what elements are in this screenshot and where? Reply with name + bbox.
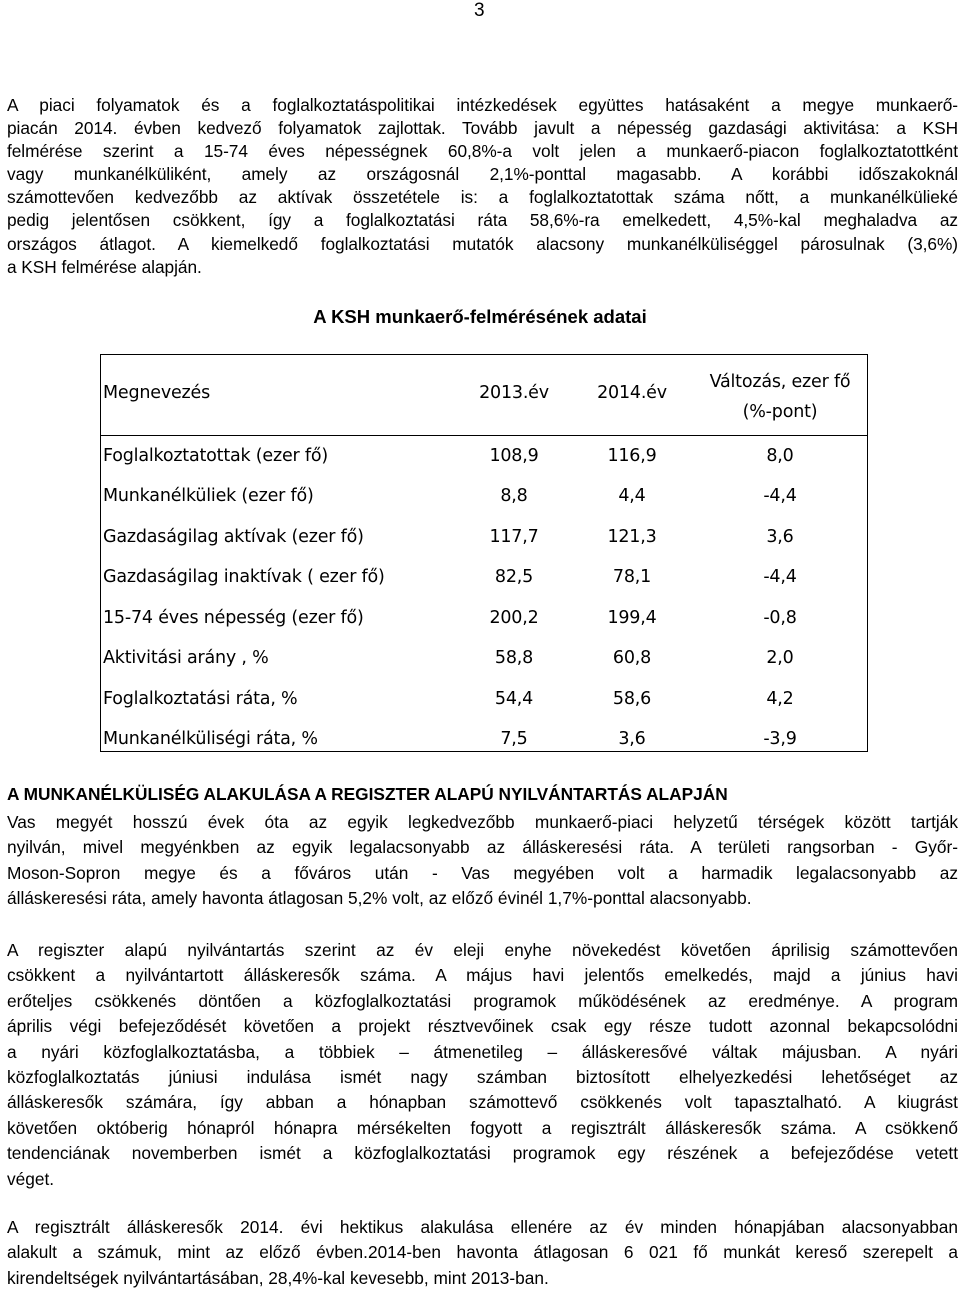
text-line: Vas megyét hosszú évek óta az egyik legkedvezőbb munkaerő-piaci helyzetű térségek között tartják: [7, 812, 958, 832]
row-2014: 121,3: [607, 527, 657, 547]
table-row: [101, 600, 867, 640]
row-change: -0,8: [763, 608, 797, 628]
text-line: április végi befejeződését követően a projekt résztvevőinek csak egy része tudott azonnal bekapcsolódni: [7, 1016, 958, 1037]
text-line: számottevően kedvezőbb az aktívak összetétele is: a foglalkoztatottak száma nőtt, a munkanélkülieké: [7, 187, 958, 208]
text-line: kirendeltségek nyilvántartásában, 28,4%-kal kevesebb, mint 2013-ban.: [7, 1267, 549, 1288]
text-line: A piaci folyamatok és a foglalkoztatáspolitikai intézkedések együttes hatásaként a megye munkaerő-: [7, 95, 958, 115]
table-row: [101, 721, 867, 761]
row-2014: 116,9: [607, 446, 657, 466]
row-change: -4,4: [763, 567, 797, 587]
table-row: [101, 478, 867, 518]
row-name: Aktivitási arány , %: [103, 648, 269, 668]
text-line: alakult a számuk, mint az előző évben.2014-ben havonta átlagosan 6 021 fő munkát kereső szerepelt a: [7, 1242, 958, 1263]
row-2014: 60,8: [612, 648, 652, 668]
text-line: Moson-Sopron megye és a főváros után - Vas megyében volt a harmadik legalacsonyabb az: [7, 862, 958, 883]
text-line: álláskeresési ráta, amely havonta átlagosan 5,2% volt, az előző évinél 1,7%-ponttal alacsonyabb.: [7, 888, 752, 909]
row-name: Gazdaságilag inaktívak ( ezer fő): [103, 567, 385, 587]
row-2014: 3,6: [618, 729, 646, 749]
text-line: tendenciának novemberben ismét a közfoglalkoztatási programok egy részének a befejeződése vetett: [7, 1143, 958, 1164]
row-change: -4,4: [763, 486, 797, 506]
intro-paragraph: [7, 94, 958, 279]
text-line: A regisztrált álláskeresők 2014. évi hektikus alakulása ellenére az év minden hónapjában alacsonyabban: [7, 1217, 958, 1237]
row-2014: 4,4: [618, 486, 646, 506]
row-name: Munkanélküliségi ráta, %: [103, 729, 318, 749]
row-name: Munkanélküliek (ezer fő): [103, 486, 314, 506]
row-2013: 7,5: [500, 729, 528, 749]
text-line: piacán 2014. évben kedvező folyamatok zajlottak. Tovább javult a népesség gazdasági aktivitása: a KSH: [7, 118, 958, 139]
row-2014: 78,1: [612, 567, 652, 587]
row-2013: 117,7: [489, 527, 539, 547]
header-name: Megnevezés: [103, 383, 211, 403]
text-line: követően októberig hónapról hónapra mérsékelten fogyott a regisztrált álláskeresők száma. A csökkenő: [7, 1117, 958, 1138]
table-row: [101, 640, 867, 680]
table-header: [101, 355, 867, 436]
table-row: [101, 681, 867, 721]
text-line: pedig jelentősen csökkent, így a foglalkoztatási ráta 58,6%-ra emelkedett, 4,5%-kal meghaladva az: [7, 210, 958, 231]
page-number: 3: [474, 0, 485, 21]
text-line: vagy munkanélküliként, amely az országosnál 2,1%-ponttal magasabb. A korábbi időszakoknál: [7, 164, 958, 185]
text-line: nyilván, mivel megyénkben az egyik legalacsonyabb az álláskeresési ráta. A területi rangsorban - Győr-: [7, 837, 958, 858]
data-table: [100, 354, 868, 752]
row-change: 8,0: [766, 446, 794, 466]
table-title: A KSH munkaerő-felmérésének adatai: [313, 306, 647, 327]
section-paragraph-3: [7, 1215, 958, 1291]
row-2013: 54,4: [494, 689, 534, 709]
row-name: 15-74 éves népesség (ezer fő): [103, 608, 364, 628]
text-line: A regiszter alapú nyilvántartás szerint az év eleji enyhe növekedést követően áprilisig számottevően: [7, 940, 958, 960]
header-2013: 2013.év: [479, 383, 549, 403]
header-change-line1: Változás, ezer fő: [709, 372, 851, 392]
row-change: 2,0: [766, 648, 794, 668]
row-2014: 199,4: [607, 608, 657, 628]
section-heading: A MUNKANÉLKÜLISÉG ALAKULÁSA A REGISZTER ALAPÚ NYILVÁNTARTÁS ALAPJÁN: [7, 784, 728, 804]
table-row: [101, 438, 867, 478]
row-2013: 108,9: [489, 446, 539, 466]
row-change: -3,9: [763, 729, 797, 749]
row-change: 4,2: [766, 689, 794, 709]
row-2014: 58,6: [612, 689, 652, 709]
row-change: 3,6: [766, 527, 794, 547]
row-2013: 82,5: [494, 567, 534, 587]
text-line: véget.: [7, 1168, 55, 1189]
text-line: országos átlagot. A kiemelkedő foglalkoztatási mutatók alacsony munkanélküliséggel párosulnak (3,6%): [7, 233, 958, 254]
section-paragraph-1: [7, 810, 958, 912]
text-line: a KSH felmérése alapján.: [7, 256, 202, 277]
text-line: a nyári közfoglalkoztatásba, a többiek – átmenetileg – álláskeresővé váltak májusban. A nyári: [7, 1041, 958, 1062]
table-row: [101, 519, 867, 559]
header-change-line2: (%-pont): [742, 402, 818, 422]
header-2014: 2014.év: [597, 383, 667, 403]
text-line: álláskeresők számára, így abban a hónapban számottevő csökkenés volt tapasztalható. A kiugrást: [7, 1092, 958, 1113]
row-name: Foglalkoztatottak (ezer fő): [103, 446, 329, 466]
row-2013: 8,8: [500, 486, 528, 506]
header-change: [693, 367, 867, 427]
text-line: felmérése szerint a 15-74 éves népességnek 60,8%-a volt jelen a munkaerő-piacon foglalkoztatottként: [7, 141, 958, 162]
row-2013: 58,8: [494, 648, 534, 668]
section-paragraph-2: [7, 938, 958, 1192]
row-name: Foglalkoztatási ráta, %: [103, 689, 298, 709]
text-line: közfoglalkoztatás júniusi indulása ismét nagy számban biztosított elhelyezkedési lehetőséget az: [7, 1067, 958, 1088]
text-line: erőteljes csökkenés döntően a közfoglalkoztatási programok működésének az eredménye. A program: [7, 990, 958, 1011]
row-2013: 200,2: [489, 608, 539, 628]
text-line: csökkent a nyilvántartott álláskeresők száma. A május havi jelentős emelkedés, majd a június havi: [7, 965, 958, 986]
table-row: [101, 559, 867, 599]
row-name: Gazdaságilag aktívak (ezer fő): [103, 527, 364, 547]
